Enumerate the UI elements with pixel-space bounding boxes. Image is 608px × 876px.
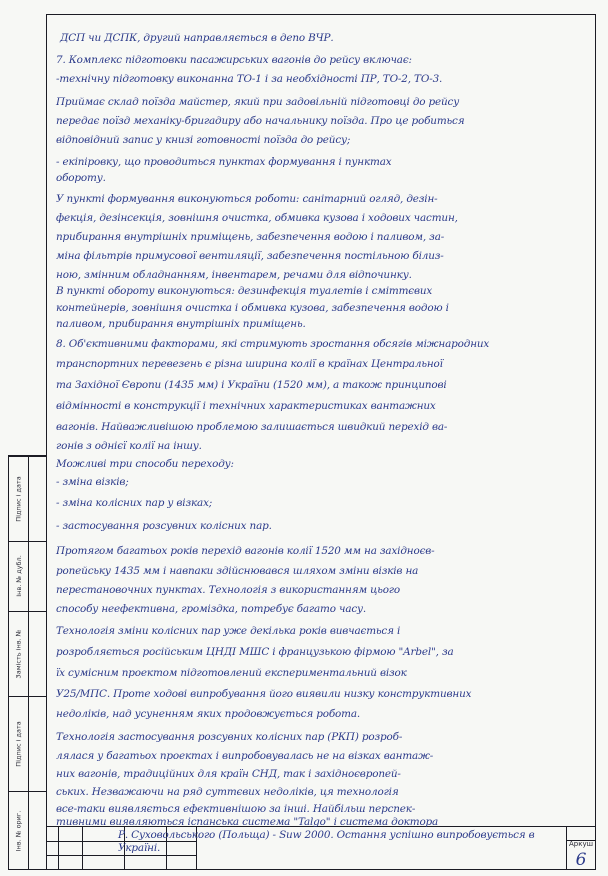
text-line: Технологія зміни колісних пар уже декілька років вивчається і	[56, 625, 401, 637]
text-line: відмінності в конструкції і технічних характеристиках вантажних	[56, 400, 436, 412]
text-line: міна фільтрів примусової вентиляції, забезпечення постільною білиз-	[56, 250, 444, 262]
text-line: контейнерів, зовнішня очистка і обмивка кузова, забезпечення водою і	[56, 302, 449, 314]
text-line: перестановочних пунктах. Технологія з використанням цього	[56, 584, 401, 596]
text-line: способу неефективна, громіздка, потребує багато часу.	[56, 603, 367, 615]
text-line: все-таки виявляється ефективнішою за інші. Найбільш перспек-	[56, 803, 416, 815]
side-stamp	[8, 455, 46, 870]
text-line: Протягом багатьох років перехід вагонів колії 1520 мм на західноєв-	[56, 545, 435, 557]
text-line: них вагонів, традиційних для країн СНД, так і західноєвропей-	[56, 768, 401, 780]
text-line: ропейську 1435 мм і навпаки здійснювався шляхом зміни візків на	[56, 565, 419, 577]
side-label-orig-inv: Інв. № ориг.	[14, 810, 23, 852]
text-line: У пункті формування виконуються роботи: санітарний огляд, дезін-	[56, 193, 438, 205]
text-line: ною, змінним обладнанням, інвентарем, речами для відпочинку.	[56, 269, 412, 281]
text-line: гонів з однієї колії на іншу.	[56, 440, 202, 452]
text-line: вагонів. Найважливішою проблемою залишається швидкий перехід ва-	[56, 421, 448, 433]
text-line: транспортних перевезень є різна ширина колії в країнах Центральної	[56, 358, 443, 370]
text-line: тивними виявляються іспанська система "Talgo" і система доктора	[56, 816, 439, 828]
text-line: їх сумісним проектом підготовлений експериментальний візок	[56, 667, 407, 679]
text-line: В пункті обороту виконуються: дезинфекція туалетів і сміттєвих	[56, 285, 433, 297]
text-line: Приймає склад поїзда майстер, який при задовільній підготовці до рейсу	[56, 96, 460, 108]
text-line: У25/МПС. Проте ходові випробування його виявили низку конструктивних	[56, 688, 472, 700]
text-line: відповідний запис у книзі готовності поїзда до рейсу;	[56, 134, 351, 146]
text-line: передає поїзд механіку-бригадиру або начальнику поїзда. Про це робиться	[56, 115, 465, 127]
side-label-signature-date: Підпис і дата	[14, 720, 23, 767]
text-line: Р. Суховольського (Польща) - Suw 2000. Остання успішно випробовується в	[118, 829, 535, 841]
side-label-dupl-inv: Інв. № дубл.	[14, 555, 23, 597]
text-line: - застосування розсувних колісних пар.	[56, 520, 272, 532]
text-line: лялася у багатьох проектах і випробовувалась не на візках вантаж-	[56, 750, 434, 762]
text-line: розробляється російським ЦНДІ МШС і французькою фірмою "Arbel", за	[56, 646, 454, 658]
text-line: ських. Незважаючи на ряд суттєвих недоліків, ця технологія	[56, 786, 399, 798]
text-line: прибирання внутрішніх приміщень, забезпечення водою і паливом, за-	[56, 231, 445, 243]
text-line: Можливі три способи переходу:	[56, 458, 234, 470]
text-line: обороту.	[56, 172, 106, 184]
text-line: - зміна візків;	[56, 476, 129, 488]
sheet-number: 6	[575, 850, 587, 870]
text-line: 7. Комплекс підготовки пасажирських вагонів до рейсу включає:	[56, 54, 412, 66]
text-line: та Західної Європи (1435 мм) і України (1520 мм), а також принципові	[56, 379, 447, 391]
text-line: недоліків, над усуненням яких продовжується робота.	[56, 708, 361, 720]
side-label-signature-date-top: Підпис і дата	[14, 475, 23, 522]
text-line: паливом, прибирання внутрішніх приміщень.	[56, 318, 306, 330]
text-line: -технічну підготовку виконанна ТО-1 і за необхідності ПР, ТО-2, ТО-3.	[56, 73, 443, 85]
text-line: Україні.	[118, 842, 161, 854]
text-line: Технологія застосування розсувних колісних пар (РКП) розроб-	[56, 731, 403, 743]
side-label-replace-inv: Замість інв. №	[14, 629, 23, 678]
text-line: фекція, дезінсекція, зовнішня очистка, обмивка кузова і ходових частин,	[56, 212, 458, 224]
sheet-label: Аркуш	[568, 840, 593, 848]
text-line: ДСП чи ДСПК, другий направляється в депо ВЧР.	[60, 32, 334, 44]
text-line: - екіпіровку, що проводиться пунктах формування і пунктах	[56, 156, 392, 168]
text-line: 8. Об'єктивними факторами, які стримують зростання обсягів міжнародних	[56, 338, 490, 350]
text-line: - зміна колісних пар у візках;	[56, 497, 213, 509]
